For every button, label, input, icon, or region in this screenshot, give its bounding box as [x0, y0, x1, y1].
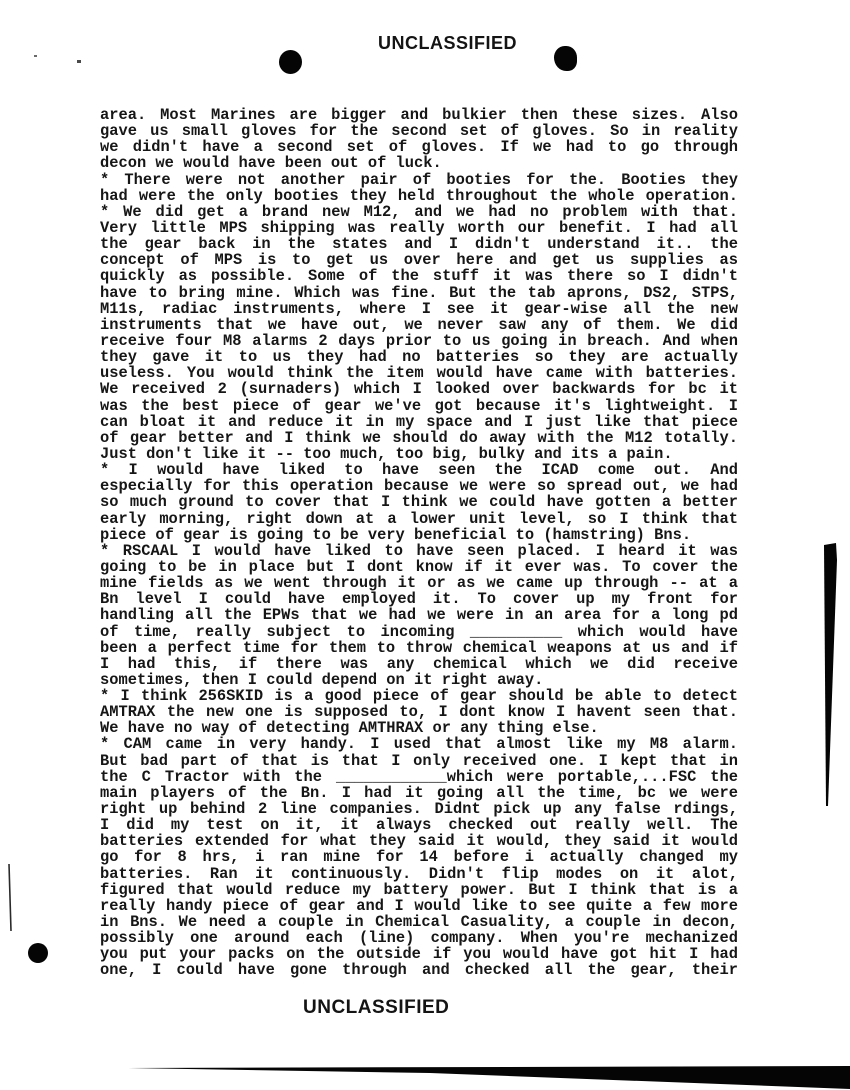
- document-line: decon we would have been out of luck.: [100, 155, 442, 172]
- document-line: concept of MPS is to get us over here and get us supplies as: [100, 252, 738, 269]
- document-line: was the best piece of gear we've got because it's lightweight. I: [100, 397, 738, 414]
- document-line: had were the only booties they held throughout the whole operation.: [100, 187, 738, 204]
- document-line: AMTRAX the new one is supposed to, I dont know I havent seen that.: [100, 704, 738, 721]
- document-line: * RSCAAL I would have liked to have seen placed. I heard it was: [100, 542, 738, 559]
- document-line: But bad part of that is that I only received one. I kept that in: [100, 752, 738, 769]
- document-line: really handy piece of gear and I would like to see quite a few more: [100, 897, 738, 915]
- document-line: you put your packs on the outside if you would have got hit I had: [100, 946, 738, 963]
- scan-speck: [34, 55, 37, 57]
- document-line: * I would have liked to have seen the ICAD come out. And: [100, 462, 738, 479]
- document-line: the C Tractor with the ____________which were portable,...FSC the: [100, 768, 738, 785]
- document-line: * I think 256SKID is a good piece of gear should be able to detect: [100, 688, 738, 705]
- document-line: especially for this operation because we were so spread out, we had: [100, 478, 738, 495]
- hole-punch-mark-right: [554, 46, 577, 71]
- ink-dot-mark: [28, 943, 48, 963]
- document-line: going to be in place but I dont know if it ever was. To cover the: [100, 558, 738, 576]
- document-line: one, I could have gone through and checked all the gear, their: [100, 962, 738, 979]
- classification-header: UNCLASSIFIED: [378, 33, 518, 53]
- document-body-text: [100, 107, 738, 979]
- document-line: so much ground to cover that I think we could have gotten a better: [100, 494, 738, 511]
- document-line: they gave it to us they had no batteries so they are actually: [100, 349, 738, 366]
- document-line: We have no way of detecting AMTHRAX or any thing else.: [100, 720, 599, 737]
- document-line: main players of the Bn. I had it going all the time, bc we were: [100, 784, 738, 802]
- document-line: in Bns. We need a couple in Chemical Casuality, a couple in decon,: [100, 914, 738, 931]
- document-line: figured that would reduce my battery power. But I think that is a: [100, 881, 738, 898]
- document-line: go for 8 hrs, i ran mine for 14 before i actually changed my: [100, 849, 738, 866]
- document-line: * We did get a brand new M12, and we had no problem with that.: [100, 203, 738, 220]
- document-line: area. Most Marines are bigger and bulkier then these sizes. Also: [100, 107, 738, 124]
- scan-artifact-right-bar: [824, 543, 837, 806]
- document-line: of gear better and I think we should do away with the M12 totally.: [100, 429, 738, 446]
- document-line: We received 2 (surnaders) which I looked over backwards for bc it: [100, 381, 738, 398]
- document-line: piece of gear is going to be very beneficial to (hamstring) Bns.: [100, 526, 692, 543]
- document-line: right up behind 2 line companies. Didnt pick up any false rdings,: [100, 801, 738, 818]
- document-line: M11s, radiac instruments, where I see it gear-wise all the new: [100, 300, 738, 317]
- scan-artifact-left-line: [9, 864, 11, 931]
- document-line: sometimes, then I could depend on it right away.: [100, 671, 544, 689]
- document-line: batteries. Ran it continuously. Didn't flip modes on it alot,: [100, 865, 738, 882]
- scan-artifact-bottom-wedge: [128, 1066, 850, 1089]
- document-line: been a perfect time for them to throw chemical weapons at us and if: [100, 639, 738, 656]
- document-line: the gear back in the states and I didn't understand it.. the: [100, 236, 738, 253]
- document-line: of time, really subject to incoming __________ which would have: [100, 623, 738, 640]
- document-line: quickly as possible. Some of the stuff it was there so I didn't: [100, 268, 738, 285]
- document-line: batteries extended for what they said it would, they said it would: [100, 833, 738, 850]
- document-line: instruments that we have out, we never saw any of them. We did: [100, 316, 738, 333]
- document-line: we didn't have a second set of gloves. If we had to go through: [100, 139, 738, 156]
- document-line: Very little MPS shipping was really worth our benefit. I had all: [100, 219, 738, 237]
- document-line: * CAM came in very handy. I used that almost like my M8 alarm.: [100, 736, 738, 753]
- hole-punch-mark-left: [279, 50, 302, 74]
- document-line: Just don't like it -- too much, too big, bulky and its a pain.: [100, 445, 673, 463]
- document-line: I did my test on it, it always checked out really well. The: [100, 817, 738, 834]
- classification-footer: UNCLASSIFIED: [303, 997, 450, 1018]
- document-line: * There were not another pair of booties for the. Booties they: [100, 171, 738, 188]
- document-line: gave us small gloves for the second set of gloves. So in reality: [100, 123, 738, 140]
- document-line: receive four M8 alarms 2 days prior to us going in breach. And when: [100, 332, 738, 350]
- document-line: can bloat it and reduce it in my space and I just like that piece: [100, 413, 738, 430]
- document-line: mine fields as we went through it or as we came up through -- at a: [100, 575, 738, 592]
- document-line: handling all the EPWs that we had we were in an area for a long pd: [100, 607, 738, 624]
- document-line: have to bring mine. Which was fine. But the tab aprons, DS2, STPS,: [100, 284, 738, 301]
- document-line: I had this, if there was any chemical which we did receive: [100, 655, 738, 672]
- document-line: possibly one around each (line) company. When you're mechanized: [100, 930, 738, 947]
- scan-speck: [77, 60, 81, 63]
- document-line: Bn level I could have employed it. To cover up my front for: [100, 591, 738, 608]
- document-line: useless. You would think the item would have came with batteries.: [100, 365, 738, 382]
- document-line: early morning, right down at a lower unit level, so I think that: [100, 510, 738, 527]
